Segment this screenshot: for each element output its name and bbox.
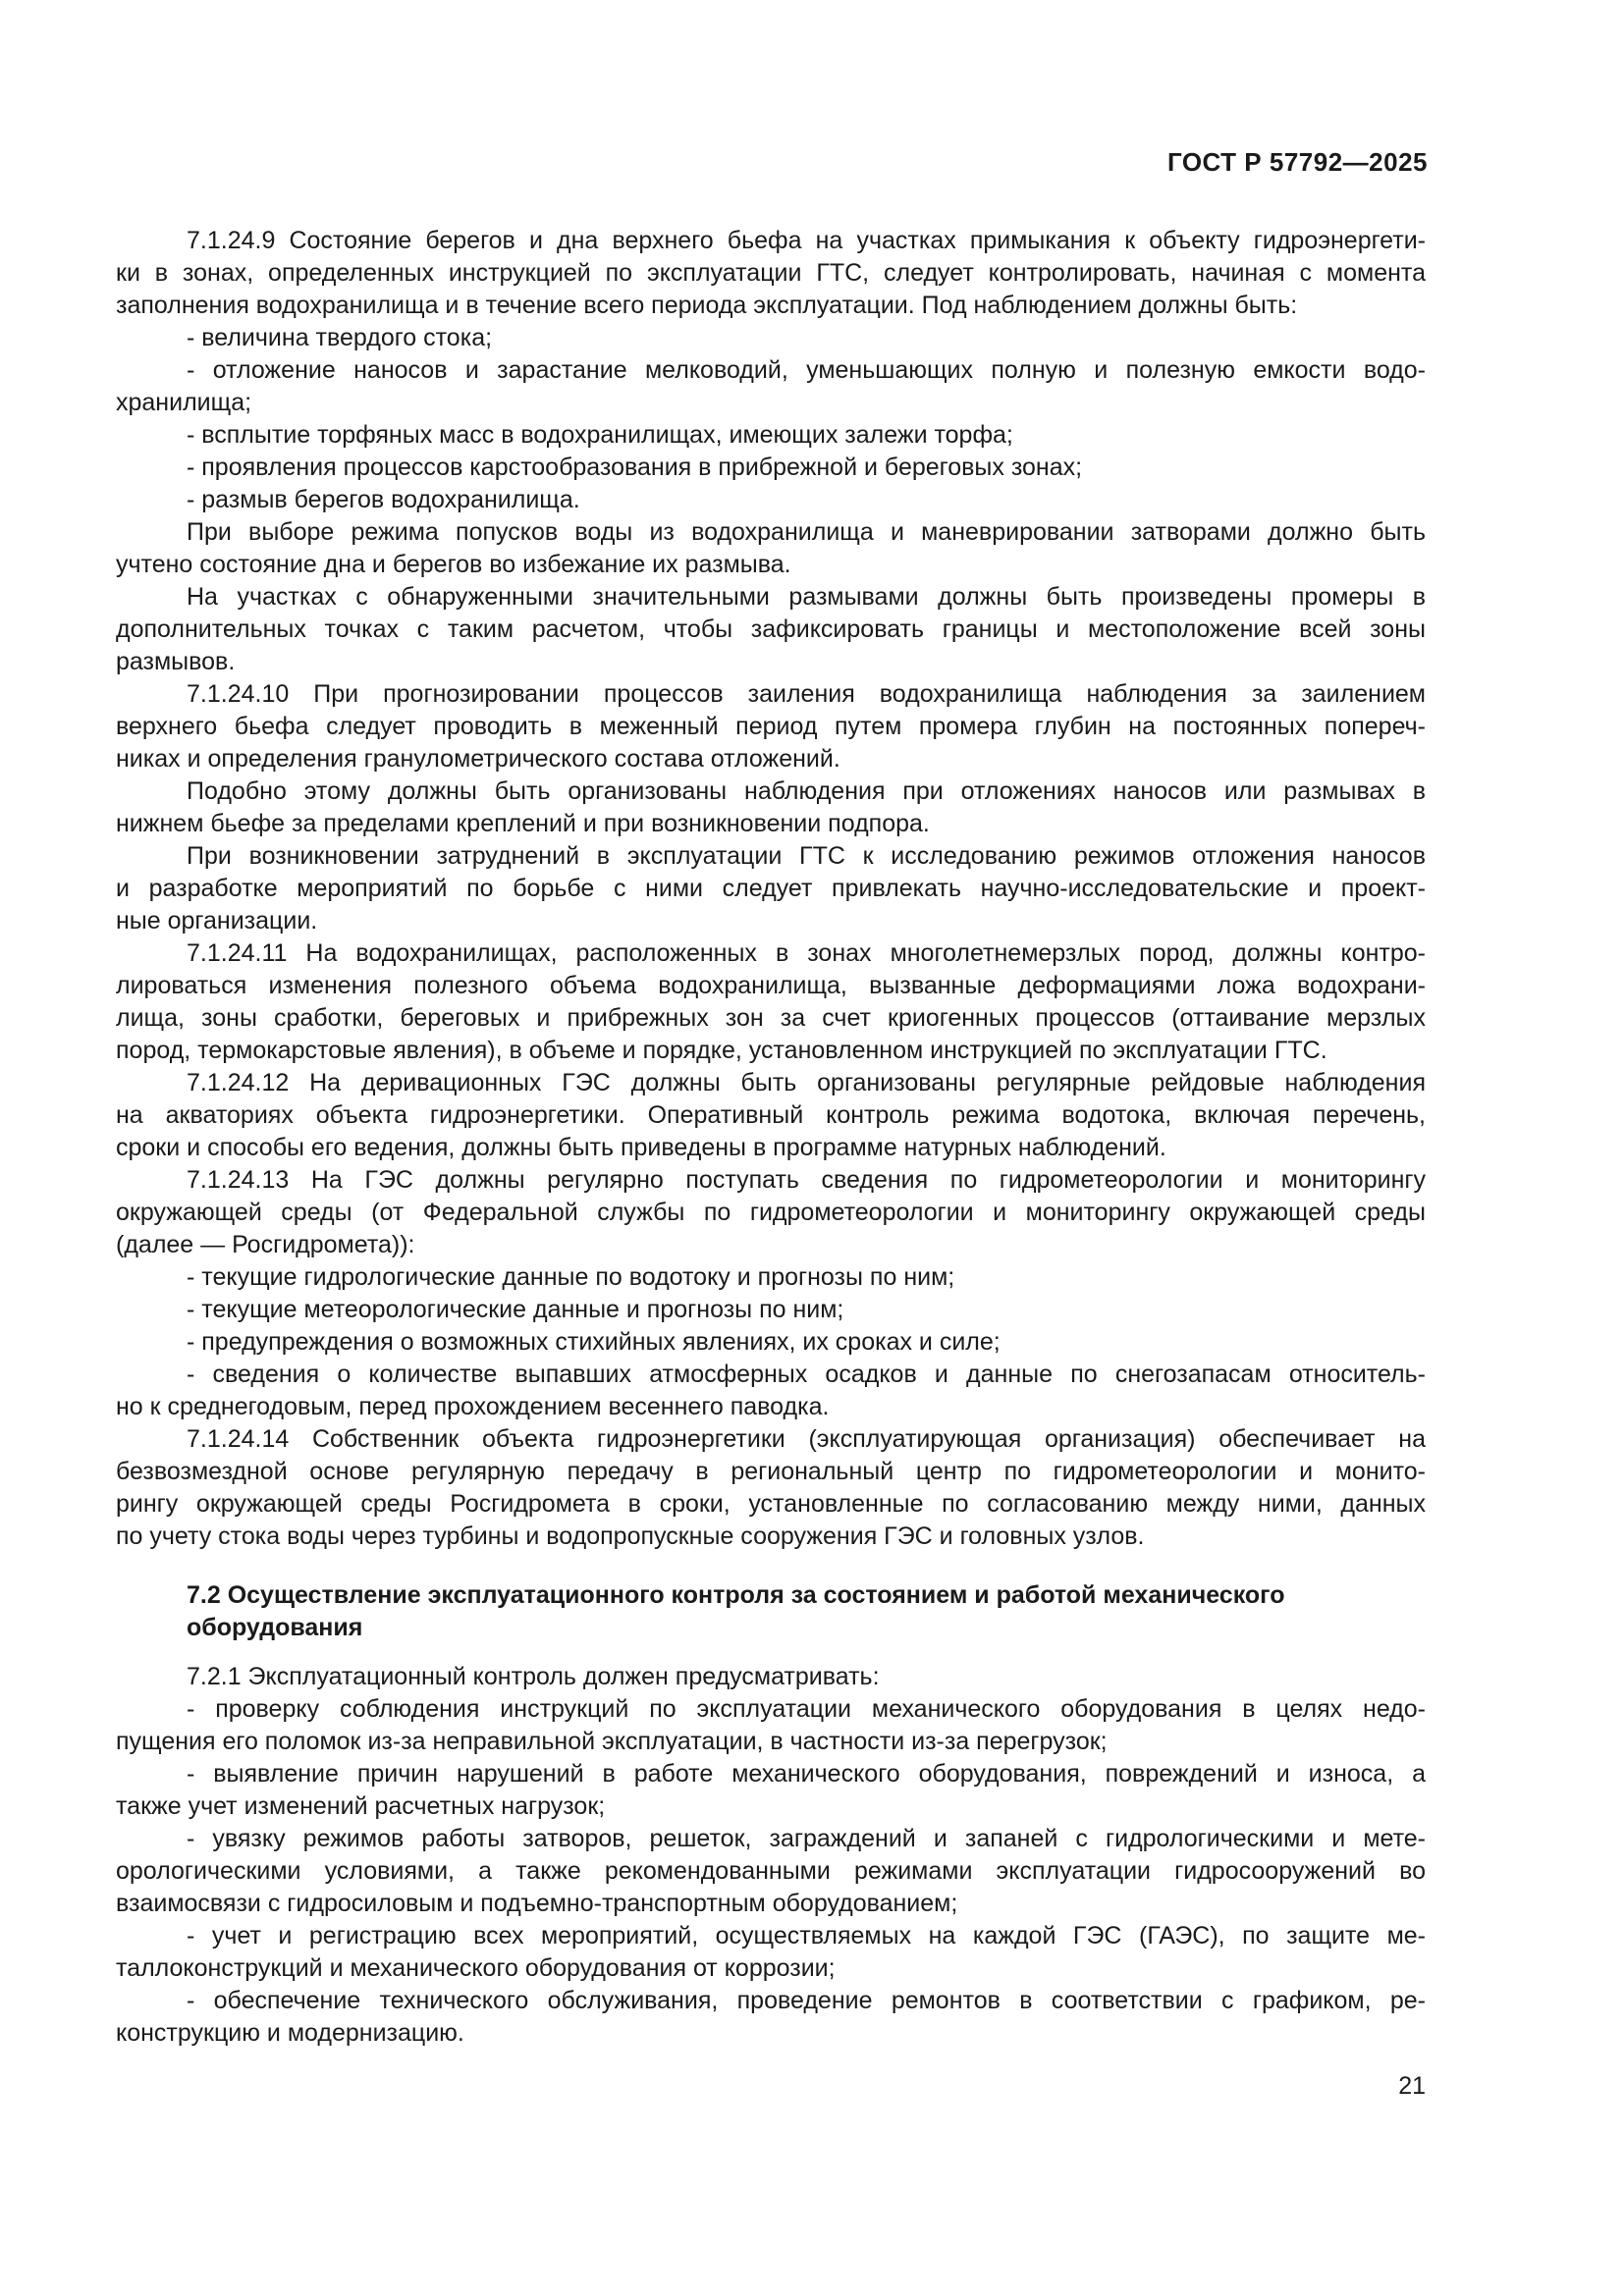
text-line: При выборе режима попусков воды из водохранилища и маневрировании затворами должно быть [187, 518, 1426, 546]
paragraph [116, 937, 1426, 1067]
text-line: - проявления процессов карстообразования в прибрежной и береговых зонах; [187, 454, 1083, 481]
text-line: Подобно этому должны быть организованы наблюдения при отложениях наносов или размывах в [187, 777, 1426, 805]
paragraph [116, 1920, 1426, 1985]
text-line: нижнем бьефе за пределами креплений и при возникновении подпора. [116, 810, 930, 837]
text-line: 7.1.24.10 При прогнозировании процессов заиления водохранилища наблюдения за заилением [187, 680, 1426, 708]
text-line: но к среднегодовым, перед прохождением весеннего паводка. [116, 1393, 830, 1420]
text-line: - размыв берегов водохранилища. [187, 486, 580, 513]
paragraph [116, 484, 1426, 516]
text-line: дополнительных точках с таким расчетом, чтобы зафиксировать границы и местоположение всей зоны [116, 615, 1426, 643]
paragraph [116, 1661, 1426, 1693]
text-line: При возникновении затруднений в эксплуатации ГТС к исследованию режимов отложения наносов [187, 842, 1426, 870]
paragraph [116, 1758, 1426, 1823]
text-line: взаимосвязи с гидросиловым и подъемно-транспортным оборудованием; [116, 1890, 958, 1917]
text-line: - всплытие торфяных масс в водохранилищах, имеющих залежи торфа; [187, 421, 1013, 449]
paragraph [116, 452, 1426, 484]
text-line: - выявление причин нарушений в работе механического оборудования, повреждений и износа, а [187, 1760, 1426, 1788]
running-header-standard-code: ГОСТ Р 57792—2025 [1166, 147, 1428, 177]
section-heading [187, 1579, 1426, 1644]
text-line: - учет и регистрацию всех мероприятий, осуществляемых на каждой ГЭС (ГАЭС), по защите ме- [187, 1922, 1426, 1949]
text-line: по учету стока воды через турбины и водопропускные сооружения ГЭС и головных узлов. [116, 1522, 1145, 1550]
text-line: 7.2 Осуществление эксплуатационного контроля за состоянием и работой механического [187, 1581, 1285, 1609]
paragraph [116, 354, 1426, 419]
paragraph [116, 1326, 1426, 1359]
paragraph [116, 775, 1426, 840]
text-line: 7.1.24.14 Собственник объекта гидроэнергетики (эксплуатирующая организация) обеспечивает на [187, 1425, 1426, 1453]
text-line: - текущие метеорологические данные и прогнозы по ним; [187, 1296, 844, 1323]
text-line: безвозмездной основе регулярную передачу в региональный центр по гидрометеорологии и монито- [116, 1458, 1426, 1485]
text-line: - предупреждения о возможных стихийных явлениях, их сроках и силе; [187, 1328, 1001, 1356]
paragraph [116, 840, 1426, 937]
paragraph [116, 581, 1426, 678]
paragraph [116, 1423, 1426, 1553]
text-line: лища, зоны сработки, береговых и прибрежных зон за счет криогенных процессов (оттаивание мерзлых [116, 1004, 1426, 1032]
text-line: 7.1.24.12 На деривационных ГЭС должны быть организованы регулярные рейдовые наблюдения [187, 1069, 1426, 1096]
text-line: и разработке мероприятий по борьбе с ними следует привлекать научно-исследовательские и проект- [116, 875, 1426, 902]
text-line: 7.2.1 Эксплуатационный контроль должен предусматривать: [187, 1663, 880, 1690]
paragraph [116, 419, 1426, 452]
text-line: - отложение наносов и зарастание мелководий, уменьшающих полную и полезную емкости водо- [187, 356, 1426, 384]
text-line: пущения его поломок из-за неправильной эксплуатации, в частности из-за перегрузок; [116, 1728, 1108, 1755]
text-line: верхнего бьефа следует проводить в меженный период путем промера глубин на постоянных попереч- [116, 713, 1426, 740]
text-line: - величина твердого стока; [187, 324, 493, 351]
paragraph [116, 1067, 1426, 1164]
text-line: на акваториях объекта гидроэнергетики. Оперативный контроль режима водотока, включая перечень, [116, 1101, 1426, 1129]
paragraph [116, 225, 1426, 322]
paragraph [116, 678, 1426, 775]
text-line: хранилища; [116, 389, 252, 416]
text-line: 7.1.24.13 На ГЭС должны регулярно поступать сведения по гидрометеорологии и мониторингу [187, 1166, 1426, 1194]
text-line: - сведения о количестве выпавших атмосферных осадков и данные по снегозапасам относитель- [187, 1361, 1426, 1388]
document-body [116, 225, 1426, 2050]
text-line: конструкцию и модернизацию. [116, 2019, 464, 2047]
text-line: рингу окружающей среды Росгидромета в сроки, установленные по согласованию между ними, данных [116, 1490, 1426, 1518]
text-line: окружающей среды (от Федеральной службы по гидрометеорологии и мониторингу окружающей среды [116, 1199, 1426, 1226]
text-line: орологическими условиями, а также рекомендованными режимами эксплуатации гидросооружений во [116, 1857, 1426, 1885]
paragraph [116, 322, 1426, 354]
paragraph [116, 1261, 1426, 1294]
text-line: заполнения водохранилища и в течение всего периода эксплуатации. Под наблюдением должны быть: [116, 292, 1298, 319]
text-line: размывов. [116, 648, 236, 675]
text-line: пород, термокарстовые явления), в объеме и порядке, установленном инструкцией по эксплуатации ГТС. [116, 1037, 1327, 1064]
paragraph [116, 1294, 1426, 1326]
paragraph [116, 516, 1426, 581]
paragraph [116, 1164, 1426, 1261]
paragraph [116, 1985, 1426, 2050]
text-line: 7.1.24.11 На водохранилищах, расположенных в зонах многолетнемерзлых пород, должны контро- [187, 939, 1426, 967]
text-line: 7.1.24.9 Состояние берегов и дна верхнего бьефа на участках примыкания к объекту гидроэнергети- [187, 227, 1426, 254]
paragraph [116, 1359, 1426, 1423]
text-line: - увязку режимов работы затворов, решеток, заграждений и запаней с гидрологическими и мете- [187, 1825, 1426, 1852]
text-line: - проверку соблюдения инструкций по эксплуатации механического оборудования в целях недо- [187, 1695, 1426, 1723]
text-line: ные организации. [116, 907, 318, 934]
text-line: также учет изменений расчетных нагрузок; [116, 1792, 606, 1820]
text-line: - обеспечение технического обслуживания, проведение ремонтов в соответствии с графиком, ре- [187, 1987, 1426, 2014]
text-line: никах и определения гранулометрического состава отложений. [116, 745, 840, 773]
text-line: - текущие гидрологические данные по водотоку и прогнозы по ним; [187, 1263, 955, 1291]
text-line: сроки и способы его ведения, должны быть приведены в программе натурных наблюдений. [116, 1134, 1166, 1161]
page-number: 21 [1398, 2072, 1426, 2100]
text-line: оборудования [187, 1614, 363, 1641]
text-line: учтено состояние дна и берегов во избежание их размыва. [116, 551, 791, 578]
text-line: лироваться изменения полезного объема водохранилища, вызванные деформациями ложа водохрани- [116, 972, 1426, 999]
paragraph [116, 1693, 1426, 1758]
text-line: (далее — Росгидромета)): [116, 1231, 415, 1258]
text-line: На участках с обнаруженными значительными размывами должны быть произведены промеры в [187, 583, 1426, 611]
paragraph [116, 1823, 1426, 1920]
text-line: ки в зонах, определенных инструкцией по эксплуатации ГТС, следует контролировать, начиная с момента [116, 259, 1426, 287]
text-line: таллоконструкций и механического оборудования от коррозии; [116, 1954, 836, 1982]
